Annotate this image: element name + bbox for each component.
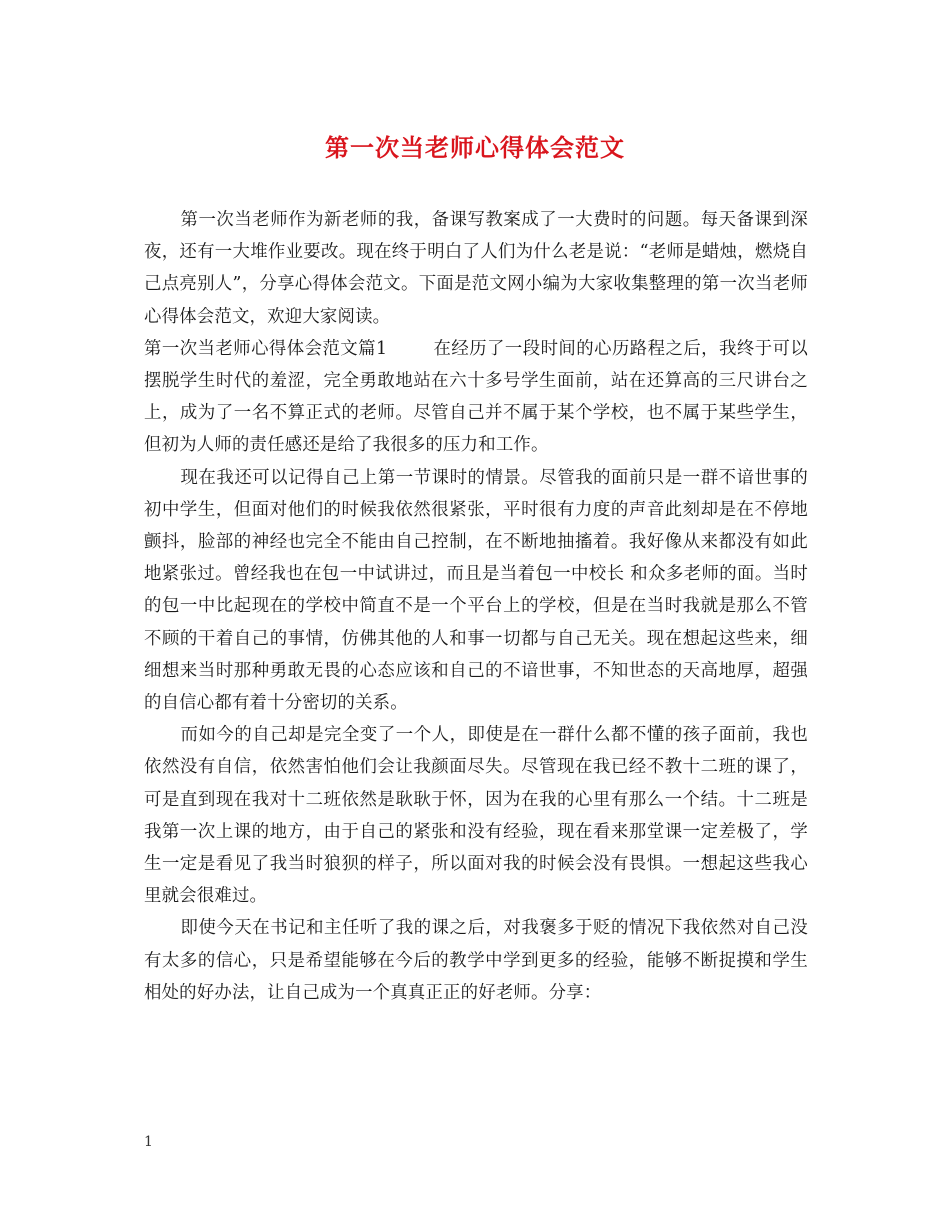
section-paragraph (144, 333, 808, 462)
body-paragraph-1: 现在我还可以记得自己上第一节课时的情景。尽管我的面前只是一群不谙世事的初中学生，但面对他们的时候我依然很紧张，平时很有力度的声音此刻却是在不停地颤抖，脸部的神经也完全不能由自己控制，在不断地抽搐着。我好像从来都没有如此地紧张过。曾经我也在包一中试讲过，而且是当着包一中校长 和众多老师的面。当时的包一中比起现在的学校中简直不是一个平台上的学校，但是在当时我就是那么不管不顾的干着自己的事情，仿佛其他的人和事一切都与自己无关。现在想起这些来，细细想来当时那种勇敢无畏的心态应该和自己的不谙世事，不知世态的天高地厚，超强的自信心都有着十分密切的关系。 (144, 467, 808, 714)
body-paragraph-3: 即使今天在书记和主任听了我的课之后，对我褒多于贬的情况下我依然对自己没有太多的信心，只是希望能够在今后的教学中学到更多的经验，能够不断捉摸和学生相处的好办法，让自己成为一个真真正正的好老师。分享： (144, 918, 808, 1003)
document-title: 第一次当老师心得体会范文 (325, 134, 625, 162)
section-heading: 第一次当老师心得体会范文篇1 (144, 338, 388, 359)
intro-paragraph: 第一次当老师作为新老师的我，备课写教案成了一大费时的问题。每天备课到深夜，还有一大堆作业要改。现在终于明白了人们为什么老是说：“老师是蜡烛，燃烧自己点亮别人”，分享心得体会范文。下面是范文网小编为大家收集整理的第一次当老师心得体会范文，欢迎大家阅读。 (144, 210, 808, 327)
page-number: 1 (144, 1134, 153, 1150)
section-text: 在经历了一段时间的心历路程之后，我终于可以摆脱学生时代的羞涩，完全勇敢地站在六十多号学生面前，站在还算高的三尺讲台之上，成为了一名不算正式的老师。尽管自己并不属于某个学校，也不属于某些学生，但初为人师的责任感还是给了我很多的压力和工作。 (144, 338, 808, 456)
body-paragraph-2: 而如今的自己却是完全变了一个人，即使是在一群什么都不懂的孩子面前，我也依然没有自信，依然害怕他们会让我颜面尽失。尽管现在我已经不教十二班的课了，可是直到现在我对十二班依然是耿耿于怀，因为在我的心里有那么一个结。十二班是我第一次上课的地方，由于自己的紧张和没有经验，现在看来那堂课一定差极了，学生一定是看见了我当时狼狈的样子，所以面对我的时候会没有畏惧。一想起这些我心里就会很难过。 (144, 725, 808, 907)
document-body (144, 204, 808, 1009)
